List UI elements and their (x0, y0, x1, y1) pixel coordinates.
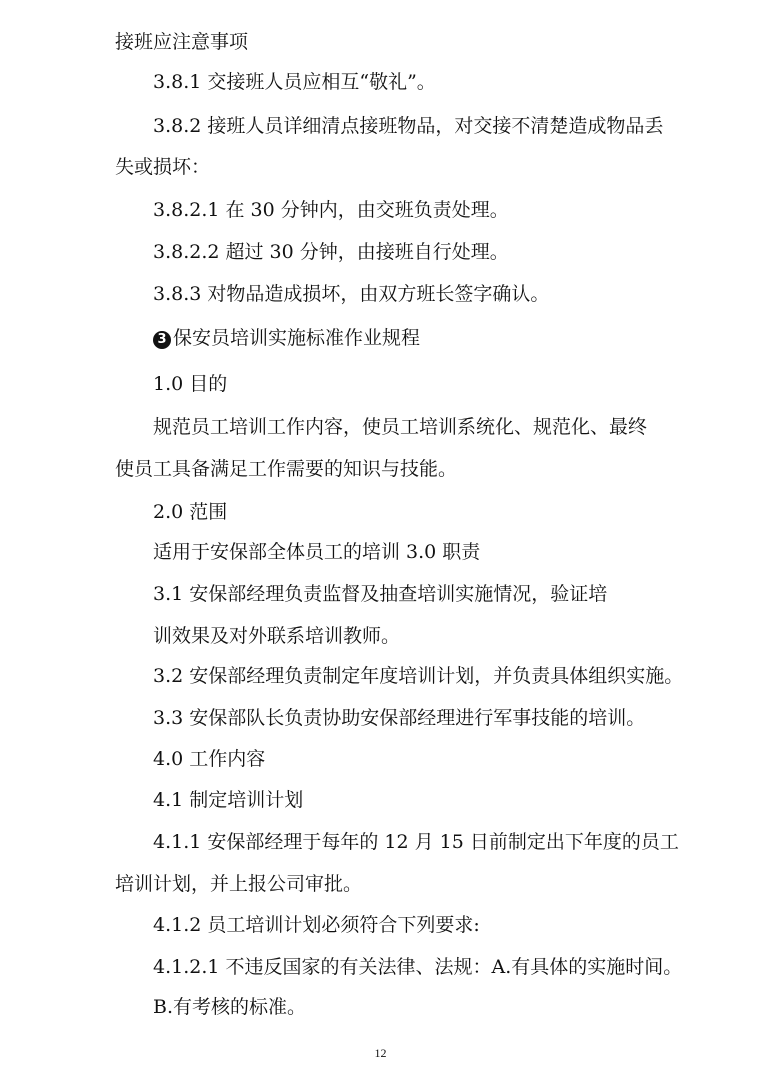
section-heading-text: 保安员培训实施标准作业规程 (173, 327, 421, 349)
section-heading (153, 326, 420, 350)
text-line: 3.8.1 交接班人员应相互“敬礼”。 (153, 71, 436, 93)
text-line: B.有考核的标准。 (153, 996, 307, 1018)
text-line: 3.8.2.2 超过 30 分钟，由接班自行处理。 (153, 241, 509, 263)
text-line: 4.1 制定培训计划 (153, 789, 304, 811)
text-line: 失或损坏： (115, 156, 211, 178)
text-line: 训效果及对外联系培训教师。 (153, 625, 401, 647)
text-line: 规范员工培训工作内容，使员工培训系统化、规范化、最终 (153, 416, 648, 438)
text-line: 2.0 范围 (153, 501, 228, 523)
text-line: 3.1 安保部经理负责监督及抽查培训实施情况，验证培 (153, 583, 608, 605)
text-line: 3.8.2.1 在 30 分钟内，由交班负责处理。 (153, 199, 509, 221)
text-line: 3.8.2 接班人员详细清点接班物品，对交接不清楚造成物品丢 (153, 115, 664, 137)
text-line: 使员工具备满足工作需要的知识与技能。 (115, 458, 458, 480)
page-number: 12 (374, 1046, 387, 1060)
text-line: 适用于安保部全体员工的培训 3.0 职责 (153, 541, 481, 563)
text-line: 3.8.3 对物品造成损坏，由双方班长签字确认。 (153, 283, 550, 305)
text-line: 3.2 安保部经理负责制定年度培训计划，并负责具体组织实施。 (153, 665, 684, 687)
text-line: 接班应注意事项 (115, 31, 249, 53)
text-line: 3.3 安保部队长负责协助安保部经理进行军事技能的培训。 (153, 707, 646, 729)
text-line: 1.0 目的 (153, 373, 228, 395)
text-line: 培训计划，并上报公司审批。 (115, 873, 363, 895)
circled-number-icon: 3 (153, 331, 171, 349)
text-line: 4.1.2 员工培训计划必须符合下列要求: (153, 914, 480, 936)
text-line: 4.1.2.1 不违反国家的有关法律、法规：A.有具体的实施时间。 (153, 956, 683, 978)
text-line: 4.0 工作内容 (153, 748, 266, 770)
text-line: 4.1.1 安保部经理于每年的 12 月 15 日前制定出下年度的员工 (153, 831, 679, 853)
